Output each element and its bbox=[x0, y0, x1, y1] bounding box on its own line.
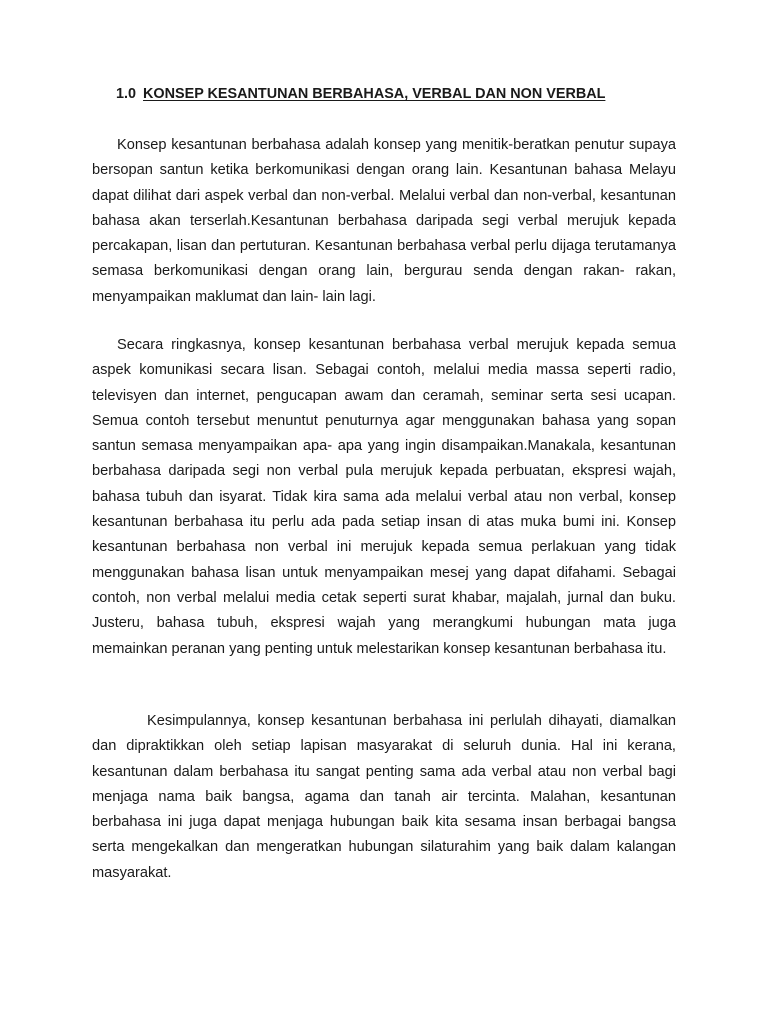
paragraph-summary: Secara ringkasnya, konsep kesantunan berbahasa verbal merujuk kepada semua aspek komunikasi secara lisan. Sebagai contoh, melalui media massa seperti radio, televisyen dan internet, pengucapan awam dan ceramah, seminar serta sesi ucapan. Semua contoh tersebut menuntut penuturnya agar menggunakan bahasa yang sopan santun semasa menyampaikan apa- apa yang ingin disampaikan.Manakala, kesantunan berbahasa daripada segi non verbal pula merujuk kepada perbuatan, ekspresi wajah, bahasa tubuh dan isyarat. Tidak kira sama ada melalui verbal atau non verbal, konsep kesantunan berbahasa itu perlu ada pada setiap insan di atas muka bumi ini. Konsep kesantunan berbahasa non verbal ini merujuk kepada semua perlakuan yang tidak menggunakan bahasa lisan untuk menyampaikan mesej yang dapat difahami. Sebagai contoh, non verbal melalui media cetak seperti surat khabar, majalah, jurnal dan buku. Justeru, bahasa tubuh, ekspresi wajah yang merangkumi hubungan mata juga memainkan peranan yang penting untuk melestarikan konsep kesantunan berbahasa itu. bbox=[92, 337, 676, 657]
section-title: KONSEP KESANTUNAN BERBAHASA, VERBAL DAN NON VERBAL bbox=[143, 86, 606, 102]
section-number: 1.0 bbox=[116, 86, 137, 102]
paragraph-conclusion: Kesimpulannya, konsep kesantunan berbahasa ini perlulah dihayati, diamalkan dan dipraktikkan oleh setiap lapisan masyarakat di seluruh dunia. Hal ini kerana, kesantunan dalam berbahasa itu sangat penting sama ada verbal atau non verbal bagi menjaga nama baik bangsa, agama dan tanah air tercinta. Malahan, kesantunan berbahasa ini juga dapat menjaga hubungan baik kita sesama insan berbagai bangsa serta mengekalkan dan mengeratkan hubungan silaturahim yang baik dalam kalangan masyarakat. bbox=[92, 713, 676, 881]
paragraph-introduction: Konsep kesantunan berbahasa adalah konsep yang menitik-beratkan penutur supaya bersopan santun ketika berkomunikasi dengan orang lain. Kesantunan bahasa Melayu dapat dilihat dari aspek verbal dan non-verbal. Melalui verbal dan non-verbal, kesantunan bahasa akan terserlah.Kesantunan berbahasa daripada segi verbal merujuk kepada percakapan, lisan dan pertuturan. Kesantunan berbahasa verbal perlu dijaga terutamanya semasa berkomunikasi dengan orang lain, bergurau senda dengan rakan- rakan, menyampaikan maklumat dan lain- lain lagi. bbox=[92, 137, 676, 305]
section-heading bbox=[116, 84, 605, 104]
